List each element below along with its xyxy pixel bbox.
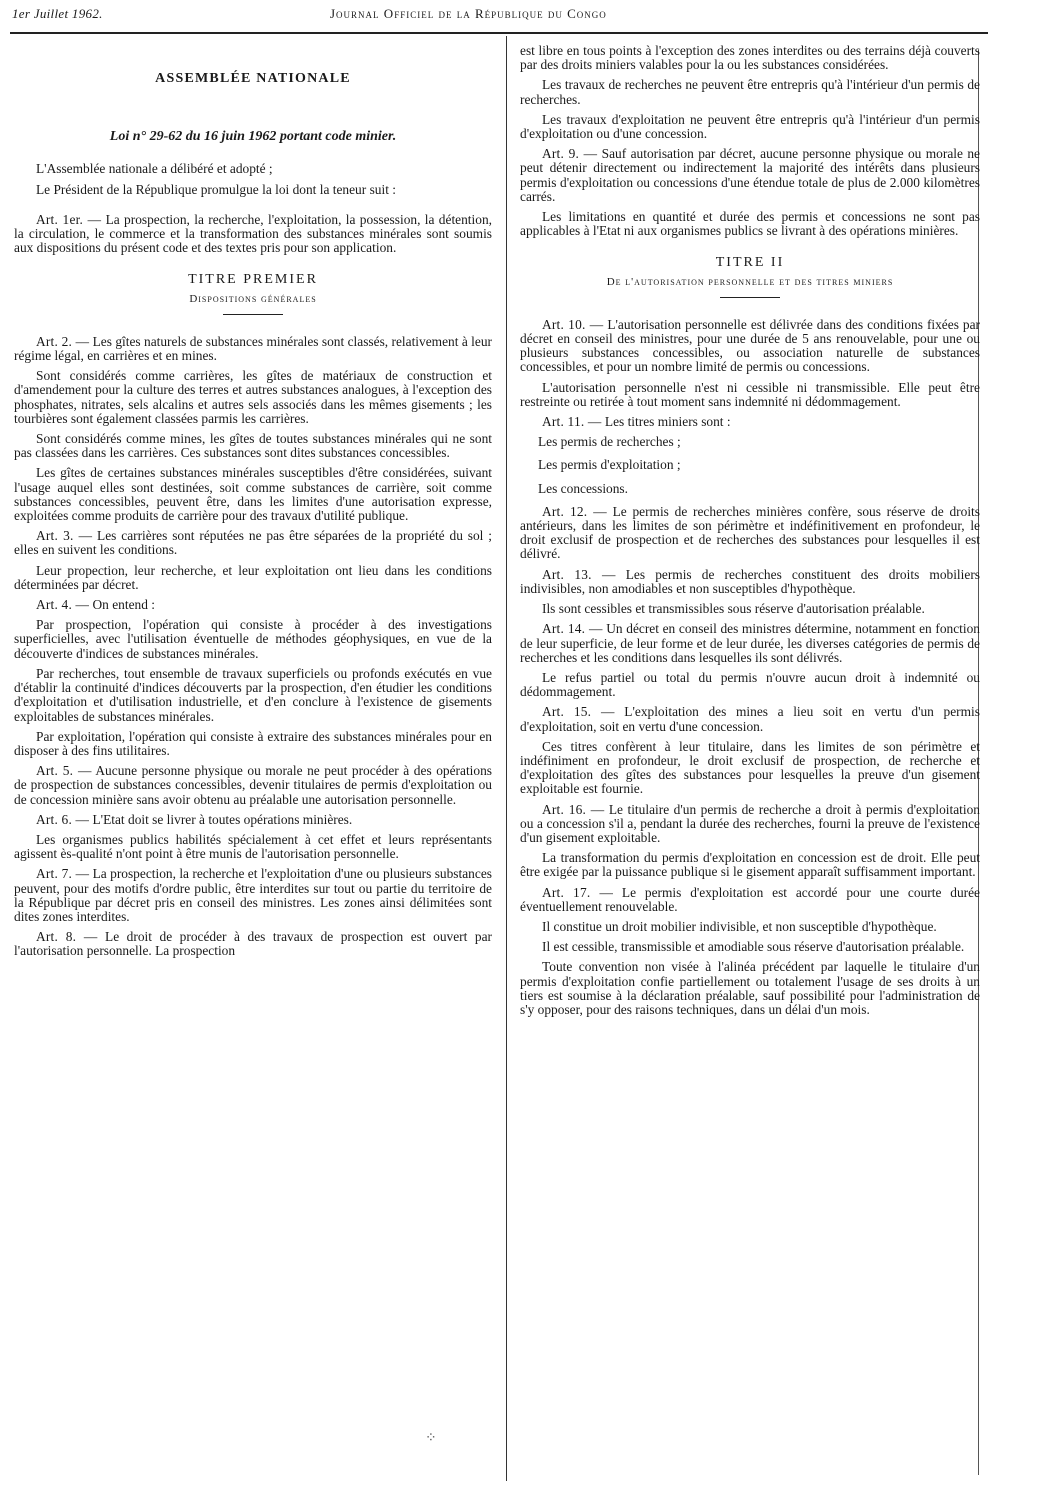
article-14-paragraph: Le refus partiel ou total du permis n'ouvre aucun droit à indemnité ou dédommagement. xyxy=(520,669,980,700)
header-rule xyxy=(10,32,988,34)
article-label: Art. 6. — xyxy=(36,811,90,827)
article-8-paragraph: Les travaux de recherches ne peuvent être entrepris qu'à l'intérieur d'un permis de recherches. xyxy=(520,77,980,107)
section-divider xyxy=(223,314,283,315)
article-text: Un décret en conseil des ministres détermine, notamment en fonction de leur superficie, de leur forme et de leur durée, les diverses catégories de permis de recherches et les conditions dans lesquelles ils sont délivrés. xyxy=(520,621,980,665)
article-8 xyxy=(14,930,492,958)
article-label: Art. 7. — xyxy=(36,866,90,882)
list-item: Les permis d'exploitation ; xyxy=(538,457,681,473)
article-label: Art. 17. — xyxy=(542,884,614,900)
article-text: Le permis d'exploitation est accordé pour une courte durée éventuellement renouvelable. xyxy=(520,884,980,914)
article-label: Art. 2. — xyxy=(36,333,90,349)
article-text: On entend : xyxy=(92,597,155,613)
right-column xyxy=(520,44,980,1023)
article-2-paragraph: Sont considérés comme carrières, les gîtes de matériaux de construction et d'amendement pour la culture des terres et autres substances analogues, à l'exception des phosphates, nitrates, sels alcalins et autres sels associés dans les mêmes gisements ; les tourbières sont également classées parmis les carrières. xyxy=(14,368,492,426)
article-text: Sauf autorisation par décret, aucune personne physique ou morale ne peut détenir directement ou indirectement la majorité des intérêts dans plusieurs permis d'exploitation ou concessions d'une étendue totale de plus de 2.000 kilomètres carrés. xyxy=(520,146,980,204)
page-header xyxy=(10,6,990,28)
article-text: La prospection, la recherche, l'exploitation, la possession, la détention, la circulation, le commerce et la transformation des substances minérales sont soumis aux dispositions du présent code et des textes pris pour son application. xyxy=(14,211,492,256)
article-5 xyxy=(14,764,492,807)
article-label: Art. 13. — xyxy=(542,566,616,582)
article-text: Les titres miniers sont : xyxy=(604,414,731,430)
article-3 xyxy=(14,529,492,557)
article-label: Art. 5. — xyxy=(36,763,92,779)
intro-paragraph-2: Le Président de la République promulgue la loi dont la teneur suit : xyxy=(36,181,396,197)
article-4-paragraph: Par recherches, tout ensemble de travaux superficiels ou profonds exécutés en vue d'établir la continuité d'indices découverts par la prospection, d'en étudier les conditions d'exploitation et d'utilisation industrielle, et d'en conclure à l'existence de gisements exploitables de substances minérales. xyxy=(14,665,492,724)
article-8-paragraph: Les travaux d'exploitation ne peuvent être entrepris qu'à l'intérieur d'un permis d'exploitation ou d'une concession. xyxy=(520,111,980,142)
article-label: Art. 1er. — xyxy=(36,211,102,227)
titre-premier-heading: TITRE PREMIER xyxy=(188,272,318,288)
article-10 xyxy=(520,318,980,375)
titre-ii-heading: TITRE II xyxy=(715,255,785,271)
scan-smudge-icon: ⁘ xyxy=(425,1431,437,1446)
article-text: Les carrières sont réputées ne pas être séparées de la propriété du sol ; elles en suivent les conditions. xyxy=(14,528,492,558)
article-4-paragraph: Par prospection, l'opération qui consiste à procéder à des investigations superficielles, avec l'utilisation éventuelle de méthodes géophysiques, en vue de la découverte d'indices de substances minérales. xyxy=(14,617,492,661)
article-17 xyxy=(520,886,980,914)
article-17-paragraph: Il constitue un droit mobilier indivisible, et non susceptible d'hypothèque. xyxy=(542,918,937,934)
article-14 xyxy=(520,622,980,665)
article-label: Art. 9. — xyxy=(542,146,598,162)
article-2-paragraph: Les gîtes de certaines substances minérales susceptibles d'être considérées, suivant l'usage auquel elles sont destinées, soit comme substances de carrière, soit comme substances concessibles, peuvent être, dans les limites d'une autorisation expresse, exploitées comme produits de carrière pour des travaux d'utilité publique. xyxy=(14,465,492,524)
article-16 xyxy=(520,803,980,846)
article-label: Art. 10. — xyxy=(542,316,604,332)
article-12 xyxy=(520,505,980,562)
article-2 xyxy=(14,335,492,363)
article-text: Le permis de recherches minières confère, sous réserve de droits antérieurs, dans les limites de son périmètre et indéfinitivement en profondeur, le droit exclusif de prospection et de recherches des substances pour lesquelles il est délivré. xyxy=(520,503,980,562)
journal-title: Journal Officiel de la République du Congo xyxy=(330,6,607,21)
list-item: Les permis de recherches ; xyxy=(538,434,681,450)
article-4-paragraph: Par exploitation, l'opération qui consiste à extraire des substances minérales pour en disposer à des fins utilitaires. xyxy=(14,728,492,758)
article-6 xyxy=(14,813,492,827)
article-11 xyxy=(520,415,980,429)
article-4 xyxy=(14,598,492,612)
article-17-paragraph: Il est cessible, transmissible et amodiable sous réserve d'autorisation préalable. xyxy=(542,939,965,955)
titre-premier-subheading: Dispositions générales xyxy=(189,292,317,305)
article-16-paragraph: La transformation du permis d'exploitation en concession est de droit. Elle peut être exigée par la puissance publique si le gisement apparaît suffisamment important. xyxy=(520,850,980,880)
article-9 xyxy=(520,147,980,204)
header-date: 1er Juillet 1962. xyxy=(12,6,103,21)
article-13 xyxy=(520,568,980,596)
article-text: Le titulaire d'un permis de recherche a droit à permis d'exploitation ou a concession s'il a, pendant la durée des recherches, fourni la preuve de l'existence d'un gisement exploitable. xyxy=(520,801,980,845)
article-text: Les gîtes naturels de substances minérales sont classés, relativement à leur régime légal, en carrières et en mines. xyxy=(14,333,492,364)
list-item: Les concessions. xyxy=(538,480,628,496)
article-label: Art. 14. — xyxy=(542,621,603,637)
article-7 xyxy=(14,867,492,924)
section-divider xyxy=(720,297,780,298)
article-label: Art. 3. — xyxy=(36,528,93,544)
article-10-paragraph: L'autorisation personnelle n'est ni cessible ni transmissible. Elle peut être restreinte ou retirée à tout moment sans indemnité ni dédommagement. xyxy=(520,379,980,409)
article-label: Art. 8. — xyxy=(36,929,98,945)
article-2-paragraph: Sont considérés comme mines, les gîtes de toutes substances minérales qui ne sont pas classées dans les carrières. Ces substances sont dites substances concessibles. xyxy=(14,431,492,461)
article-8-continued: est libre en tous points à l'exception des zones interdites ou des terrains déjà couverts par des droits miniers valables pour la ou les substances considérées. xyxy=(520,43,980,73)
article-label: Art. 12. — xyxy=(542,503,607,519)
titre-ii-subheading: De l'autorisation personnelle et des titres miniers xyxy=(606,275,894,288)
column-separator xyxy=(506,36,507,1481)
article-15-paragraph: Ces titres confèrent à leur titulaire, dans les limites de son périmètre et indéfiniment en profondeur, le droit exclusif de prospection, de recherche et d'exploitation des gîtes des substances pour lesquelles la preuve d'un gisement exploitable est fournie. xyxy=(520,738,980,797)
article-text: Aucune personne physique ou morale ne peut procéder à des opérations de prospection de substances concessibles, devenir titulaires de permis d'exploitation ou de concession minière sans avoir obtenu au préalable une autorisation personnelle. xyxy=(14,763,492,807)
article-text: Les permis de recherches constituent des droits mobiliers indivisibles, non amodiables et non susceptibles d'hypothèque. xyxy=(520,566,980,596)
article-text: La prospection, la recherche et l'exploitation d'une ou plusieurs substances peuvent, pour des motifs d'ordre public, être interdites sur tout ou partie du territoire de la République par décret pris en conseil des ministres. Les zones ainsi délimitées sont dites zones interdites. xyxy=(14,866,492,924)
assemblee-heading: ASSEMBLÉE NATIONALE xyxy=(155,71,351,86)
article-text: L'exploitation des mines a lieu soit en vertu d'un permis d'exploitation, soit en vertu d'une concession. xyxy=(520,704,980,734)
law-title: Loi n° 29-62 du 16 juin 1962 portant code minier. xyxy=(109,129,397,145)
article-13-paragraph: Ils sont cessibles et transmissibles sous réserve d'autorisation préalable. xyxy=(542,601,925,617)
article-text: Le droit de procéder à des travaux de prospection est ouvert par l'autorisation personnelle. La prospection xyxy=(14,929,492,959)
intro-paragraph-1: L'Assemblée nationale a délibéré et adopté ; xyxy=(36,161,273,177)
article-9-paragraph: Les limitations en quantité et durée des permis et concessions ne sont pas applicables à l'Etat ni aux organismes publics se livrant à des opérations minières. xyxy=(520,209,980,239)
article-text: L'Etat doit se livrer à toutes opérations minières. xyxy=(92,811,353,827)
article-1 xyxy=(14,213,492,256)
article-3-paragraph: Leur propection, leur recherche, et leur exploitation ont lieu dans les conditions déterminées par décret. xyxy=(14,562,492,592)
article-17-paragraph: Toute convention non visée à l'alinéa précédent par laquelle le titulaire d'un permis d'exploitation confie partiellement ou totalement l'usage de ses droits à un tiers est soumise à la déclaration préalable, sauf possibilité pour l'administration de s'y opposer, pour des raisons techniques, dans un délai d'un mois. xyxy=(520,959,980,1017)
article-text: L'autorisation personnelle est délivrée dans des conditions fixées par décret en conseil des ministres, pour une durée de 5 ans renouvelable, pour une ou plusieurs substances concessibles, ou association naturelle de substances concessibles, et pour un nombre limité de permis ou concessions. xyxy=(520,316,980,375)
article-label: Art. 16. — xyxy=(542,801,605,817)
left-column xyxy=(14,40,492,965)
article-15 xyxy=(520,705,980,733)
article-label: Art. 15. — xyxy=(542,704,615,720)
article-label: Art. 11. — xyxy=(542,414,602,430)
article-6-paragraph: Les organismes publics habilités spécialement à cet effet et leurs représentants agissent ès-qualité n'ont point à être munis de l'autorisation personnelle. xyxy=(14,831,492,862)
article-label: Art. 4. — xyxy=(36,597,90,613)
